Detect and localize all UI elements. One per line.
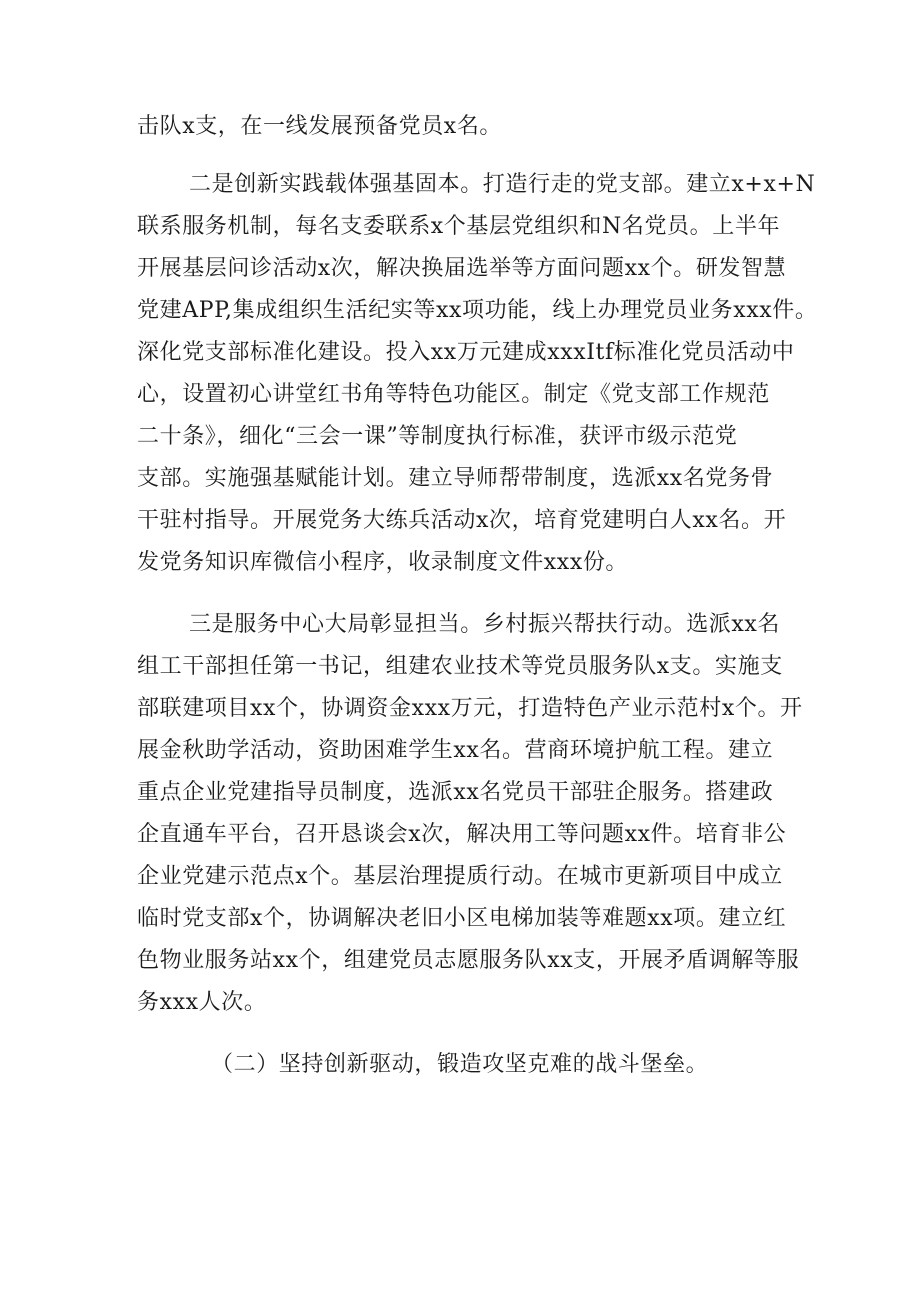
text-line: 务xxx人次。: [137, 990, 267, 1015]
text-line: 党建APP,集成组织生活纪实等xx项功能，线上办理党员业务xxx件。: [137, 298, 818, 323]
text-line: 组工干部担任第一书记，组建农业技术等党员服务队x支。实施支: [137, 654, 783, 679]
text-line: 色物业服务站xx个，组建党员志愿服务队xx支，开展矛盾调解等服: [137, 948, 800, 973]
section-heading: （二）坚持创新驱动，锻造攻坚克难的战斗堡垒。: [211, 1052, 709, 1077]
text-line: 临时党支部x个，协调解决老旧小区电梯加装等难题xx项。建立红: [137, 906, 787, 931]
text-line: 击队x支，在一线发展预备党员x名。: [137, 114, 503, 139]
text-line: 支部。实施强基赋能计划。建立导师帮带制度，选派xx名党务骨: [137, 466, 774, 491]
text-line: 深化党支部标准化建设。投入xx万元建成xxxItf标准化党员活动中: [137, 340, 795, 365]
text-line: 企业党建示范点x个。基层治理提质行动。在城市更新项目中成立: [137, 864, 783, 889]
text-line: 发党务知识库微信小程序，收录制度文件xxx份。: [137, 550, 629, 575]
text-line: 联系服务机制，每名支委联系x个基层党组织和N名党员。上半年: [137, 214, 781, 239]
paragraph-2-start: 二是创新实践载体强基固本。打造行走的党支部。建立x+x+N: [189, 172, 816, 197]
text-line: 重点企业党建指导员制度，选派xx名党员干部驻企服务。搭建政: [137, 780, 774, 805]
text-line: 二十条》，细化“三会一课”等制度执行标准，获评市级示范党: [137, 424, 738, 449]
text-line: 心，设置初心讲堂红书角等特色功能区。制定《党支部工作规范: [137, 382, 770, 407]
text-line: 部联建项目xx个，协调资金xxx万元，打造特色产业示范村x个。开: [137, 696, 803, 721]
text-line: 企直通车平台，召开恳谈会x次，解决用工等问题xx件。培育非公: [137, 822, 787, 847]
text-line: 干驻村指导。开展党务大练兵活动x次，培育党建明白人xx名。开: [137, 508, 787, 533]
paragraph-3-start: 三是服务中心大局彰显担当。乡村振兴帮扶行动。选派xx名: [189, 612, 781, 637]
text-line: 展金秋助学活动，资助困难学生xx名。营商环境护航工程。建立: [137, 738, 774, 763]
text-line: 开展基层问诊活动x次，解决换届选举等方面问题xx个。研发智慧: [137, 256, 787, 281]
